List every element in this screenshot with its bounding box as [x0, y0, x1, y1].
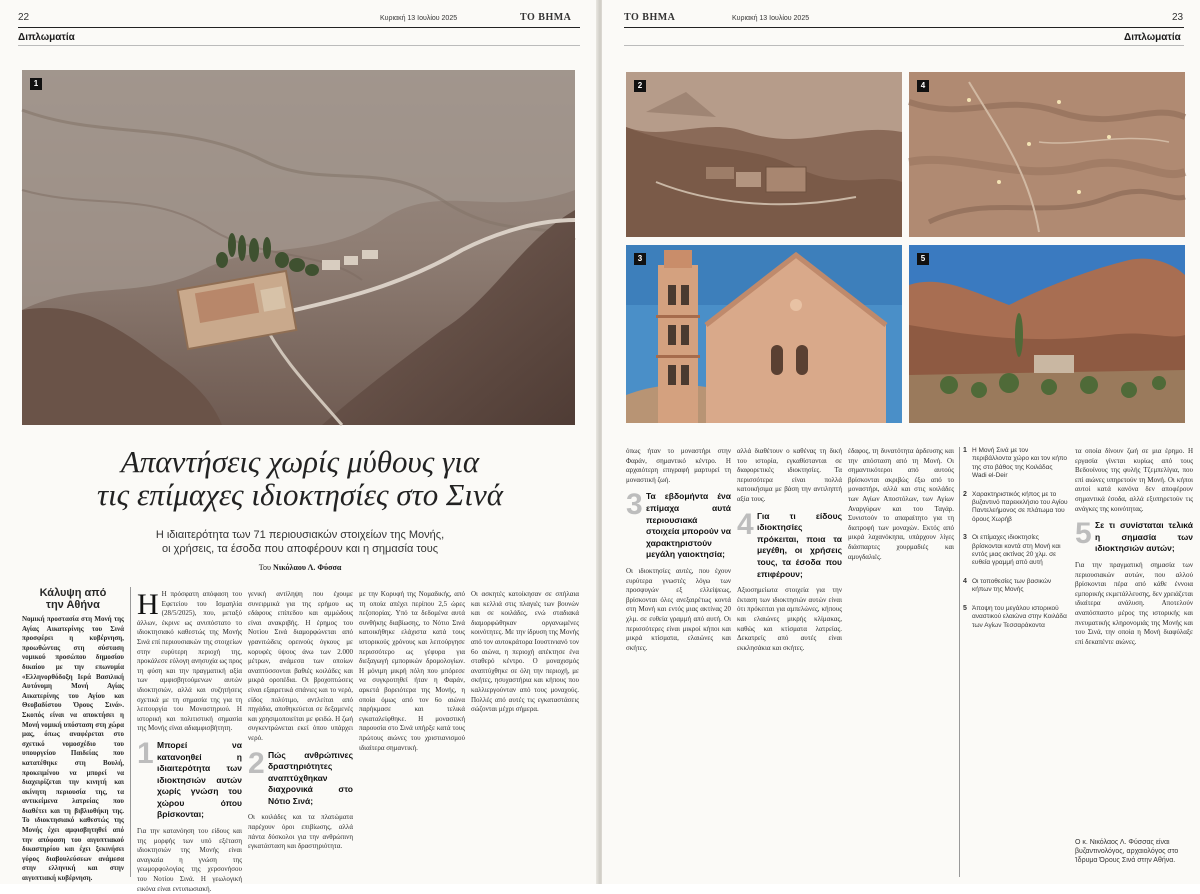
left-page-number: 22 — [18, 12, 30, 23]
photo-number-badge: 1 — [30, 78, 42, 90]
article-column-2 — [248, 590, 353, 880]
caption-1-number: 1 — [963, 447, 967, 454]
caption-divider — [959, 447, 960, 877]
sidebar-title — [22, 587, 124, 611]
headline-line-1: Απαντήσεις χωρίς μύθους για — [120, 444, 480, 479]
subhead-line-2: οι χρήσεις, τα έσοδα που αποφέρουν και η σημασία τους — [161, 543, 439, 555]
headline-line-2: τις επίμαχες ιδιοκτησίες στο Σινά — [96, 477, 504, 512]
question-3-number: 3 — [626, 488, 643, 522]
right-section-label: Διπλωματία — [1124, 32, 1181, 43]
caption-2-number: 2 — [963, 490, 967, 498]
sidebar-title-line-1: Κάλυψη από — [39, 587, 107, 599]
question-4 — [737, 507, 842, 581]
olive-grove-illustration — [909, 245, 1185, 423]
col1-intro-text: Η πρόσφατη απόφαση του Εφετείου του Ισμαηλία (28/5/2025), που, μεταξύ άλλων, έκρινε ως ανυπόστατο το ιδιοκτησιακό καθεστώς της Μονής Σινά επί περιουσιακών της στοιχείων στην ευρύτερη περιοχή της, προκάλεσε εύλογη ανησυχία ως προς τη φύση και την πραγματική αξία των αμφισβητούμενων αυτών ιδιοκτησιών, αλλά και συζητήσεις σχετικά με τη σημασία της για τη λειτουργία του Μοναστηριού. Η ιστορική και πολιτιστική σημασία της Μονής είναι αδιαμφισβήτητη. — [137, 590, 242, 733]
dropcap: Η — [137, 588, 159, 621]
photo-captions — [963, 447, 1068, 640]
sidebar-body: Νομική προστασία στη Μονή της Αγίας Αικατερίνης του Σινά προσφέρει η κυβέρνηση, προωθώντας στη σύσταση νομικού προσώπου δημοσίου δικαίου με την επωνυμία «Ελληνορθόδοξη Ιερά Βασιλική Αυτόνομη Μονή Αγίας Αικατερίνης του Αγίου και Θεοβαδίστου Όρους Σινά». Σκοπός είναι να αποκτήσει η Μονή νομική υπόσταση στη χώρα μας, όπως αναφέρεται στο σχετικό νομοσχέδιο του υπουργείου Παιδείας που κατατέθηκε στη Βουλή, προκειμένου να μπορεί να διαχειρίζεται την κινητή και ακίνητη περιουσία της, τα αντικείμενα λατρείας που διαθέτει και τη βιβλιοθήκη της. Το ιδιοκτησιακό καθεστώς της Μονής έχει αμφισβητηθεί από την απόφαση του αιγυπτιακού δικαστηρίου και έχει ξεκινήσει γύρος διαβουλεύσεων ανάμεσα στην ελληνική και στην αιγυπτιακή κυβέρνηση. — [22, 615, 124, 883]
col6-text: αλλά διαθέτουν ο καθένας τη δική του ιστορία, εγκαθίστανται σε διαφορετικές ιδιοκτησίες. Τα περισσότερα είναι πολλά κατοικήσιμα με βάση την αντιληπτή αξία τους. — [737, 447, 842, 503]
article-column-3 — [359, 590, 465, 880]
right-top-rule — [624, 27, 1184, 28]
caption-2 — [963, 491, 1068, 525]
byline-prefix: Του — [258, 563, 272, 572]
question-4-number: 4 — [737, 507, 754, 541]
chapel-garden-illustration — [626, 72, 902, 237]
photo-bell-tower — [626, 245, 902, 423]
question-2-text: Πώς ανθρώπινες δραστηριότητες αναπτύχθηκαν διαχρονικά στο Νότιο Σινά; — [268, 749, 353, 806]
left-section-label: Διπλωματία — [18, 32, 75, 43]
byline-author: Νικόλαου Λ. Φύσσα — [273, 563, 342, 572]
left-page — [0, 0, 598, 893]
photo-3-badge: 3 — [634, 253, 646, 265]
monastery-valley-illustration — [22, 70, 575, 425]
question-2 — [248, 746, 353, 808]
sidebar-title-line-2: την Αθήνα — [46, 599, 100, 611]
caption-4-text: Οι τοποθεσίες των βασικών κήπων της Μονής — [972, 577, 1052, 594]
col5-text: όπως ήταν το μοναστήρι στην Φαράν, σημαντικό κέντρο. Η αρχαιότερη επιγραφή μαρτυρεί τη μοναστική ζωή. — [626, 447, 731, 484]
subhead-line-1: Η ιδιαιτερότητα των 71 περιουσιακών στοιχείων της Μονής, — [155, 529, 445, 541]
question-1-text: Μπορεί να κατανοηθεί η ιδιαιτερότητα των ιδιοκτησιών αυτών χωρίς γνώση του χώρου όπου βρίσκονται; — [157, 739, 242, 820]
main-photo-monastery — [22, 70, 575, 425]
left-date: Κυριακή 13 Ιουλίου 2025 — [380, 15, 458, 22]
article-column-6 — [737, 447, 842, 877]
photo-chapel-garden — [626, 72, 902, 237]
col5-after: Οι ιδιοκτησίες αυτές, που έχουν ευρύτερα γνωστές λόγω των προσφυγών εξ ελλείψεως, βρίσκονται όλες ανεξαιρέτως κοντά στη Μονή και εντός μιας ακτίνας 20 χλμ. σε ευθεία γραμμή από αυτή. Οι περισσότερες είναι μικροί κήποι και μικρά κτίσματα, ελαιώνες και σκήτες. — [626, 566, 731, 652]
question-1 — [137, 736, 242, 821]
question-2-number: 2 — [248, 746, 265, 780]
left-top-rule — [18, 27, 580, 28]
subheadline — [60, 528, 540, 556]
col1-after: Για την κατανόηση του είδους και της μορφής των υπό εξέταση ιδιοκτησιών της Μονής είναι αναγκαία η γνώση της γεωμορφολογίας της χερσονήσου του Νοτίου Σινά. Η γεωλογική εικόνα είναι εντυπωσιακή. — [137, 827, 242, 893]
question-3-text: Τα εβδομήντα ένα επίμαχα αυτά περιουσιακά στοιχεία μπορούν να χαρακτηριστούν μεγάλη γαιοκτησία; — [646, 491, 731, 560]
caption-5 — [963, 605, 1068, 630]
photo-2-badge: 2 — [634, 80, 646, 92]
sidebar-box — [22, 587, 124, 883]
headline — [40, 445, 560, 511]
question-5-text: Σε τι συνίσταται τελικά η σημασία των ιδιοκτησιών αυτών; — [1095, 520, 1193, 554]
photo-satellite-map — [909, 72, 1185, 237]
col4-text: Οι ασκητές κατοίκησαν σε σπήλαια και κελλιά στις πλαγιές των βουνών και σε κοιλάδες, ενώ σταδιακά διαμορφώθηκαν οργανωμένες κοινότητες. Με την ίδρυση της Μονής από τον αυτοκράτορα Ιουστινιανό τον 6ο αιώνα, η περιοχή απέκτησε ένα σταθερό κέντρο. Ο μοναχισμός αναπτύχθηκε σε όλη την περιοχή, με σκήτες, ησυχαστήρια και κήπους που καλλιεργούνταν από τους μοναχούς. Πολλές από αυτές τις εγκαταστάσεις σώζονται μέχρι σήμερα. — [471, 590, 579, 714]
bell-tower-illustration — [626, 245, 902, 423]
caption-3-text: Οι επίμαχες ιδιοκτησίες βρίσκονται κοντά στη Μονή και εντός μιας ακτίνας 20 χλμ. σε ευθεία γραμμή από αυτή — [972, 534, 1061, 567]
question-1-number: 1 — [137, 736, 154, 770]
caption-1-text: Η Μονή Σινά με τον περιβάλλοντα χώρο και τον κήπο της στο βάθος της Κοιλάδας Wadi el-Deir — [972, 447, 1067, 480]
col7-text: έδαφος, τη δυνατότητα άρδευσης και την απόσταση από τη Μονή. Οι σημαντικότεροι από αυτούς βρίσκονται ακριβώς έξω από το μοναστήρι, αλλά και στις κοιλάδες των Αγίων Αποστόλων, των Αγίων Αναργύρων και του Ταγάρ. Συνιστούν το απαραίτητο για τη διατροφή των μοναχών. Εκτός από μικρά λαχανόκηπα, υπάρχουν λίγες διάσπαρτες χουρμαδιές και αμυγδαλιές. — [848, 447, 954, 561]
col6-after: Αξιοσημείωτα στοιχεία για την έκταση των ιδιοκτησιών αυτών είναι ότι πρόκειται για αμπελώνες, κήπους και ελαιώνες μικρής κλίμακας, καθώς και κτίσματα λατρείας. Δεκατρείς από αυτές είναι εκκλησάκια και σκήτες. — [737, 586, 842, 652]
caption-4-number: 4 — [963, 577, 967, 585]
caption-5-text: Άποψη του μεγάλου ιστορικού αναστικού ελαιώνα στην Κοιλάδα των Αγίων Τεσσαράκοντα — [972, 604, 1067, 629]
article-column-1 — [137, 588, 242, 893]
question-5 — [1075, 517, 1193, 555]
right-masthead: ΤΟ ΒΗΜΑ — [624, 12, 676, 23]
sidebar-divider — [130, 587, 131, 877]
caption-1 — [963, 447, 1068, 481]
col2-after: Οι κοιλάδες και τα πλατώματα παρέχουν όροι επιβίωσης, αλλά πάντα δύσκολοι για την ανθρώπινη εγκατάσταση και δραστηριότητα. — [248, 813, 353, 851]
photo-4-badge: 4 — [917, 80, 929, 92]
right-section-rule — [624, 45, 1184, 46]
col1-intro — [137, 590, 242, 734]
col2-text: γενική αντίληψη που έχουμε συνειρμικά για της ερήμου ως εδάφους επίπεδου και αμμώδους είναι ανακριβής. Η έρημος του Νοτίου Σινά διαμορφώνεται από γρανιτώδεις ορεινούς όγκους με κορυφές ύψους άνω των 2.000 μέτρων, ανάμεσα των οποίων αναπτύσσονται βαθιές κοιλάδες και μικρά οροπέδια. Οι βροχοπτώσεις είναι εξαιρετικά σπάνιες και το νερό, είδος πολύτιμο, αντλείται από πηγάδια, αποθηκεύεται σε δεξαμενές και χρησιμοποιείται με φειδώ. Η ζωή συγκεντρώνεται εκεί όπου υπάρχει νερό. — [248, 590, 353, 742]
col8-text: τα οποία δίνουν ζωή σε μια έρημο. Η εργασία γίνεται κυρίως από τους Βεδουίνους της φυλής Τζεμπελίγια, που επί αιώνες υπηρετούν τη Μονή. Οι κήποι αυτοί κατά κανόνα δεν αποφέρουν σημαντικά έσοδα, αλλά εξυπηρετούν τις ανάγκες της κοινότητας. — [1075, 447, 1193, 513]
left-masthead: ΤΟ ΒΗΜΑ — [520, 12, 572, 23]
question-5-number: 5 — [1075, 517, 1092, 551]
right-date: Κυριακή 13 Ιουλίου 2025 — [732, 15, 810, 22]
article-column-4 — [471, 590, 579, 880]
question-4-text: Για τι είδους ιδιοκτησίες πρόκειται, ποια τα μεγέθη, οι χρήσεις τους, τα έσοδα που επιφέρουν; — [757, 510, 842, 579]
bell-tower — [656, 250, 700, 423]
author-credit: Ο κ. Νικόλαος Λ. Φύσσας είναι βυζαντινολόγος, αρχαιολόγος στο Ίδρυμα Όρους Σινά στην Αθήνα. — [1075, 839, 1179, 864]
photo-5-badge: 5 — [917, 253, 929, 265]
caption-4 — [963, 578, 1068, 595]
article-column-5 — [626, 447, 731, 877]
caption-5-number: 5 — [963, 604, 967, 612]
caption-3 — [963, 534, 1068, 568]
article-column-7 — [848, 447, 954, 877]
col8-after: Για την πραγματική σημασία των περιουσιακών αυτών, που αλλού βρίσκονται πέρα από κάθε έννοια εμπορικής εκμετάλλευσης, δεν χρειάζεται ιδιαίτερα ανάλυση. Αποτελούν αναπόσπαστο μέρος της ιστορικής και πνευματικής κληρονομιάς της Μονής και του Σινά, την οποία η Μονή διαφύλαξε επί δεκαπέντε αιώνες. — [1075, 560, 1193, 646]
right-page-number: 23 — [1172, 12, 1184, 23]
col3-text: με την Κορυφή της Νομαδικής, από τη οποία απέχει περίπου 2,5 ώρες πεζοπορίας. Υπό τα δεδομένα αυτά συνθήκης διαβίωσης, το Νότιο Σινά κατοικήθηκε ελάχιστα κατά τους ιστορικούς χρόνους και λειτούργησε περισσότερο ως γέφυρα για διεξαγωγή εμπορικών δρομολογίων. Η μόνιμη μικρή πόλη που μπόρεσε να συγκροτηθεί ήταν η Φαράν, αρκετά βορειότερα της Μονής, η οποία όμως από τον 6ο αιώνα παρήκμασε και τελικά εγκαταλείφθηκε. Η μοναστική παρουσία στο Σινά υπήρξε κατά τους πρώτους αιώνες του χριστιανισμού ιδιαίτερα σημαντική. — [359, 590, 465, 752]
caption-3-number: 3 — [963, 534, 967, 542]
satellite-map-illustration — [909, 72, 1185, 237]
question-3 — [626, 488, 731, 561]
left-section-rule — [18, 45, 580, 46]
byline — [200, 563, 400, 572]
caption-2-text: Χαρακτηριστικός κήπος με το βυζαντινό παρεκκλήσιο του Αγίου Παντελεήμονος σε πλάτωμα του όρους Χωρήβ — [972, 490, 1068, 523]
article-column-8 — [1075, 447, 1193, 833]
photo-olive-grove — [909, 245, 1185, 423]
